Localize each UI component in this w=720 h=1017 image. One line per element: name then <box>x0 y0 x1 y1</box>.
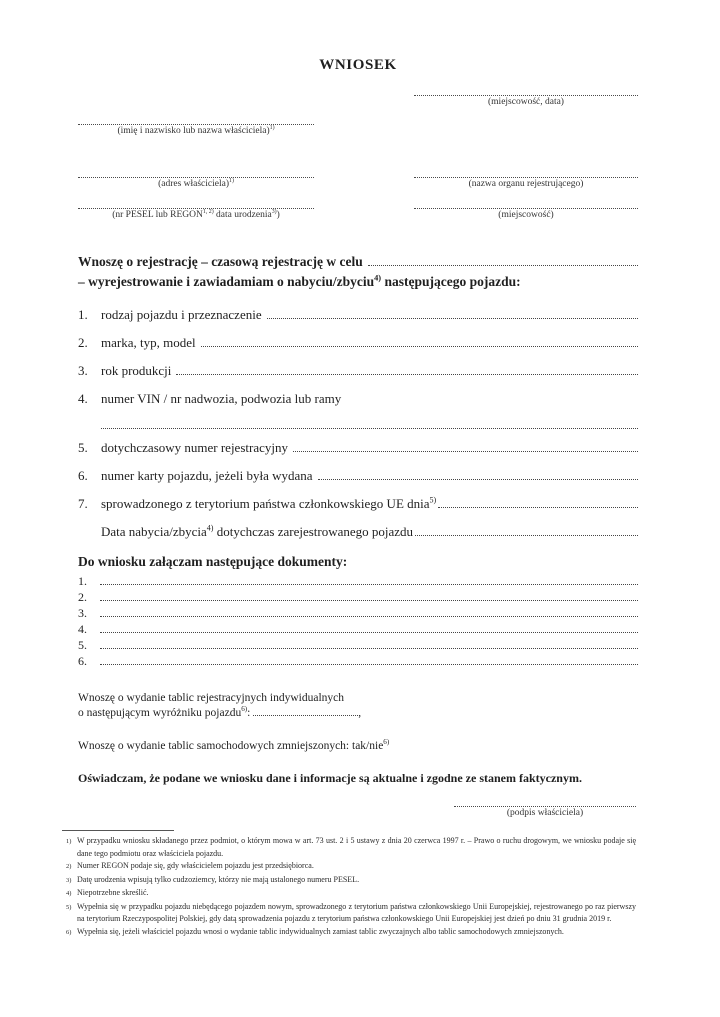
document-item-1 <box>78 573 638 589</box>
current-registration-number-field[interactable] <box>293 441 638 452</box>
item-label: numer VIN / nr nadwozia, podwozia lub ramy <box>101 391 342 406</box>
item-label: rodzaj pojazdu i przeznaczenie <box>101 307 262 322</box>
document-item-4 <box>78 621 638 637</box>
vehicle-item-6 <box>78 467 638 485</box>
vehicle-item-7-line2 <box>101 523 638 541</box>
item-number: 3. <box>78 606 87 621</box>
item-number: 4. <box>78 391 88 406</box>
item-number: 2. <box>78 590 87 605</box>
document-1-field[interactable] <box>100 575 638 585</box>
authority-name-label: (nazwa organu rejestrującego) <box>468 179 584 189</box>
document-4-field[interactable] <box>100 623 638 633</box>
vehicle-item-5 <box>78 439 638 457</box>
documents-list <box>78 573 638 669</box>
vehicle-card-number-field[interactable] <box>318 469 638 480</box>
authority-name-field[interactable] <box>414 168 638 178</box>
item-label: sprowadzonego z terytorium państwa członkowskiego UE dnia$^{5)}$ <box>101 495 437 512</box>
owner-signature-field[interactable] <box>454 798 636 807</box>
item-label: Data nabycia/zbycia$^{4)}$ dotychczas zarejestrowanego pojazdu <box>101 523 414 540</box>
item-label: marka, typ, model <box>101 335 196 350</box>
vehicle-item-7 <box>78 495 638 513</box>
footnotes <box>66 835 638 939</box>
footnote-5: 5) Wypełnia się w przypadku pojazdu niebędącego pojazdem nowym, sprowadzonego z terytorium państwa członkowskiego Unii Europejskiej, rejestrowanego po raz pierwszy na terytorium Rzeczypospolitej Polskiej, gdy datą sprowadzenia pojazdu z terytorium państwa członkowskiego Unii Europejskiej jest dzień po dniu 31 grudnia 2019 r. <box>66 901 638 926</box>
request-heading <box>78 252 638 292</box>
production-year-field[interactable] <box>176 364 638 375</box>
footnote-marker: 6) <box>66 928 72 936</box>
footnote-2: 2) Numer REGON podaje się, gdy właścicielem pojazdu jest przedsiębiorca. <box>66 860 638 874</box>
owner-name-label: (imię i nazwisko lub nazwa właściciela)$^{1)}$ <box>117 124 275 136</box>
place-date-field[interactable] <box>414 86 638 96</box>
footnote-1: 1) W przypadku wniosku składanego przez podmiot, o którym mowa w art. 73 ust. 2 i 5 ustawy z dnia 20 czerwca 1997 r. – Prawo o ruchu drogowym, we wniosku podaje się dane tego podmiotu oraz właściciela pojazdu. <box>66 835 638 860</box>
document-item-2 <box>78 589 638 605</box>
item-label: dotychczasowy numer rejestracyjny <box>101 440 288 456</box>
footnote-3: 3) Datę urodzenia wpisują tylko cudzoziemcy, którzy nie mają ustalonego numeru PESEL. <box>66 874 638 888</box>
reduced-plates-request: Wnoszę o wydanie tablic samochodowych zmniejszonych: tak/nie$^{6)}$ <box>78 738 390 753</box>
item-number: 1. <box>78 574 87 589</box>
request-line2: – wyrejestrowanie i zawiadamiam o nabyciu/zbyciu$^{4)}$ następującego pojazdu: <box>78 273 521 289</box>
item-number: 6. <box>78 468 88 484</box>
footnote-marker: 1) <box>66 838 72 846</box>
document-5-field[interactable] <box>100 639 638 649</box>
item-number: 3. <box>78 363 88 378</box>
item-label: rok produkcji <box>101 363 172 378</box>
import-date-field[interactable] <box>438 497 638 508</box>
pesel-regon-field[interactable] <box>78 199 314 209</box>
authority-place-field[interactable] <box>414 199 638 209</box>
footnote-marker: 3) <box>66 876 72 884</box>
vin-field[interactable] <box>101 418 638 429</box>
owner-address-field[interactable] <box>78 168 314 178</box>
footnote-marker: 5) <box>66 903 72 911</box>
owner-name-field[interactable] <box>78 115 314 125</box>
item-number: 4. <box>78 622 87 637</box>
item-number: 1. <box>78 307 88 322</box>
document-item-5 <box>78 637 638 653</box>
make-model-field[interactable] <box>201 336 638 347</box>
registration-purpose-field[interactable] <box>368 255 638 266</box>
vehicle-type-field[interactable] <box>267 308 638 319</box>
document-2-field[interactable] <box>100 591 638 601</box>
item-number: 7. <box>78 496 88 512</box>
signature-block <box>454 798 636 820</box>
document-6-field[interactable] <box>100 655 638 665</box>
request-line1: Wnoszę o rejestrację – czasową rejestrację w celu <box>78 254 363 269</box>
item-number: 5. <box>78 440 88 456</box>
declaration-statement: Oświadczam, że podane we wniosku dane i informacje są aktualne i zgodne ze stanem faktycznym. <box>78 771 582 786</box>
plate-designation-field[interactable] <box>253 707 358 716</box>
vehicle-item-3 <box>78 362 638 380</box>
acquisition-date-field[interactable] <box>415 525 638 536</box>
owner-address-label: (adres właściciela)$^{1)}$ <box>158 177 234 189</box>
footnote-4: 4) Niepotrzebne skreślić. <box>66 887 638 901</box>
owner-signature-label: (podpis właściciela) <box>506 808 584 819</box>
place-date-label: (miejscowość, data) <box>488 97 564 107</box>
footnote-marker: 2) <box>66 863 72 871</box>
page-title: WNIOSEK <box>319 57 397 73</box>
document-3-field[interactable] <box>100 607 638 617</box>
vehicle-item-4 <box>78 390 638 408</box>
document-item-3 <box>78 605 638 621</box>
vehicle-item-2 <box>78 334 638 352</box>
vehicle-item-1 <box>78 306 638 324</box>
document-item-6 <box>78 653 638 669</box>
footnote-6: 6) Wypełnia się, jeżeli właściciel pojazdu wnosi o wydanie tablic indywidualnych zamiast tablic zwyczajnych albo tablic samochodowych zmniejszonych. <box>66 926 638 940</box>
authority-place-label: (miejscowość) <box>498 210 554 220</box>
footnote-separator <box>62 830 174 831</box>
pesel-regon-label: (nr PESEL lub REGON$^{1, 2)}$ data urodzenia$^{3)}$) <box>112 208 280 220</box>
vehicle-data-list <box>78 306 638 541</box>
item-number: 6. <box>78 654 87 669</box>
individual-plates-request: Wnoszę o wydanie tablic rejestracyjnych indywidualnych o następującym wyróżniku pojazdu$^{6)}$: , <box>78 692 362 720</box>
documents-heading: Do wniosku załączam następujące dokumenty: <box>78 554 348 570</box>
footnote-marker: 4) <box>66 890 72 898</box>
vehicle-item-4-line2 <box>101 418 638 429</box>
item-label: numer karty pojazdu, jeżeli była wydana <box>101 468 313 484</box>
item-number: 2. <box>78 335 88 350</box>
item-number: 5. <box>78 638 87 653</box>
